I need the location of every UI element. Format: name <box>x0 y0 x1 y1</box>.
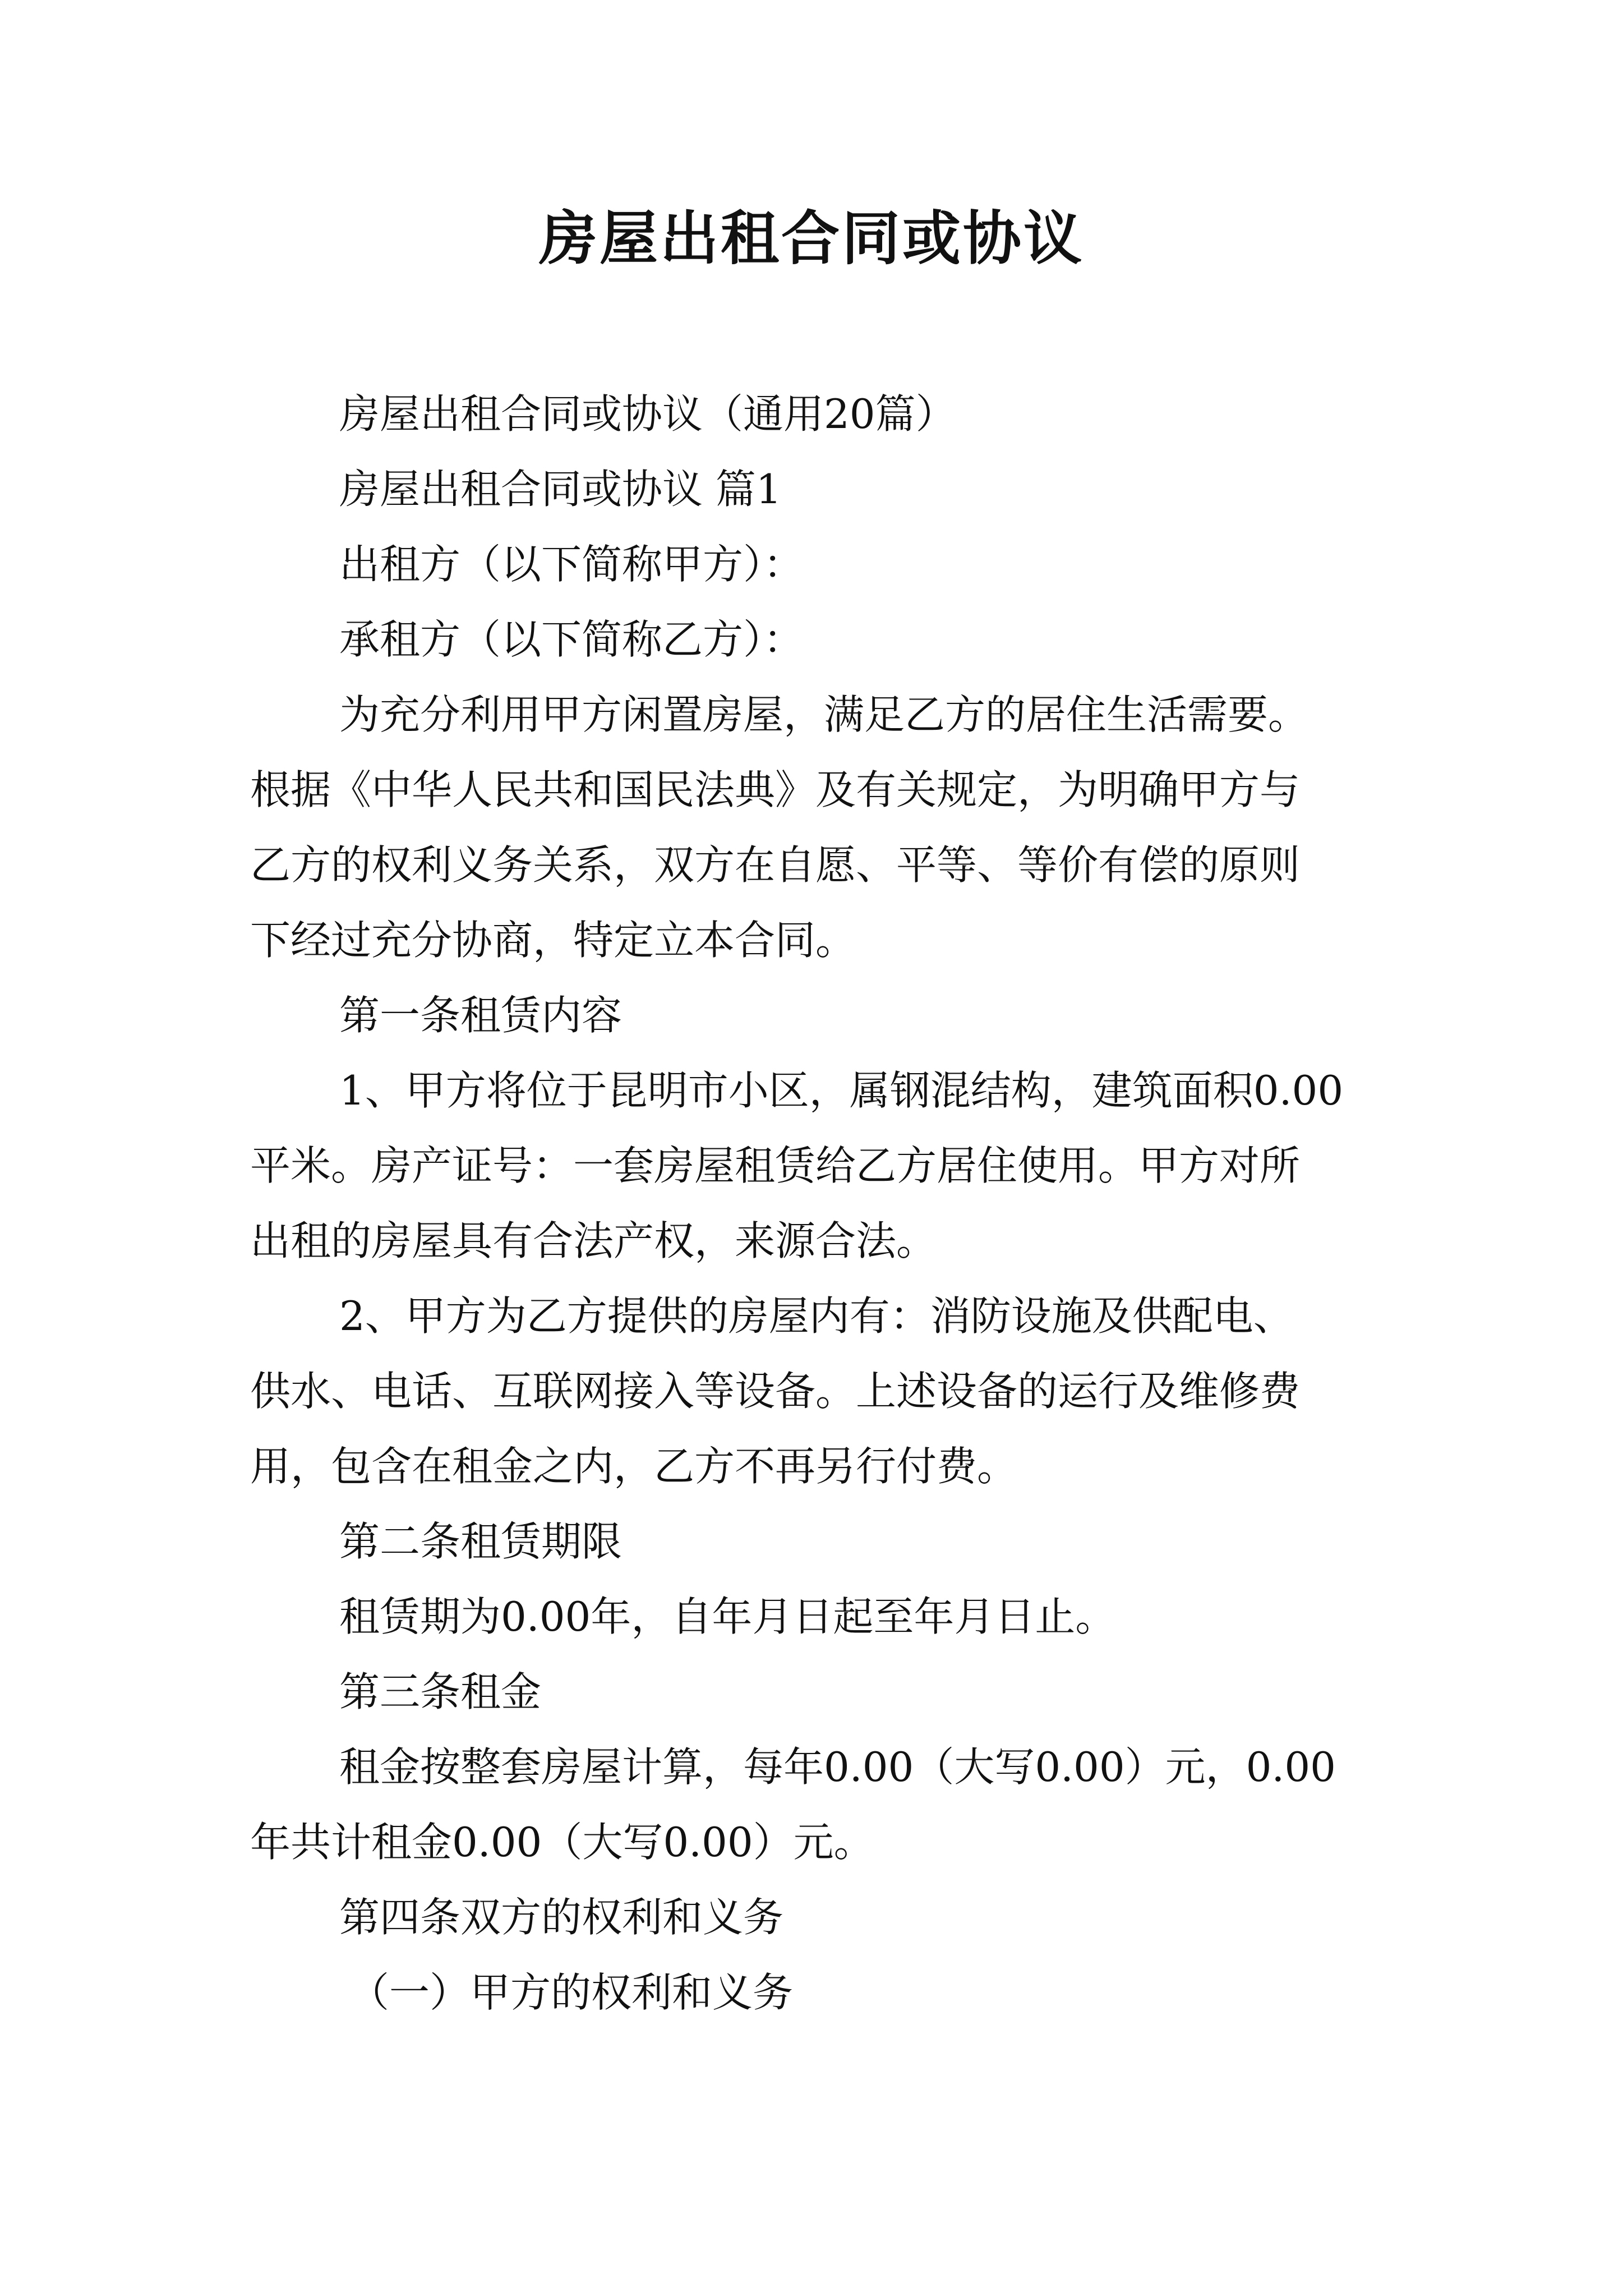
subtitle-line: 房屋出租合同或协议（通用20篇） <box>339 390 956 438</box>
paragraph-line: 根据《中华人民共和国民法典》及有关规定，为明确甲方与 <box>250 766 1301 813</box>
paragraph-line: 出租的房屋具有合法产权，来源合法。 <box>250 1217 937 1264</box>
subsection-heading: （一）甲方的权利和义务 <box>349 1969 794 2016</box>
lessee-line: 承租方（以下简称乙方）： <box>339 616 804 663</box>
lessor-line: 出租方（以下简称甲方）： <box>339 541 804 588</box>
paragraph-line: 年共计租金0.00（大写0.00）元。 <box>250 1819 874 1866</box>
paragraph-line: 租赁期为0.00年，自年月日起至年月日止。 <box>339 1593 1116 1640</box>
paragraph-line: 用，包含在租金之内，乙方不再另行付费。 <box>250 1443 1018 1490</box>
section-heading-line: 房屋出租合同或协议 篇1 <box>339 466 782 513</box>
article-heading: 第三条租金 <box>339 1668 542 1715</box>
paragraph-line: 2、甲方为乙方提供的房屋内有：消防设施及供配电、 <box>339 1292 1294 1340</box>
paragraph-line: 平米。房产证号：一套房屋租赁给乙方居住使用。甲方对所 <box>250 1142 1301 1189</box>
article-heading: 第四条双方的权利和义务 <box>339 1894 784 1941</box>
article-heading: 第一条租赁内容 <box>339 992 623 1039</box>
paragraph-line: 下经过充分协商，特定立本合同。 <box>250 917 856 964</box>
paragraph-line: 租金按整套房屋计算，每年0.00（大写0.00）元，0.00 <box>339 1743 1336 1791</box>
paragraph-line: 乙方的权利义务关系，双方在自愿、平等、等价有偿的原则 <box>250 841 1301 889</box>
article-heading: 第二条租赁期限 <box>339 1518 623 1565</box>
document-title: 房屋出租合同或协议 <box>538 204 1084 273</box>
paragraph-line: 1、甲方将位于昆明市小区，属钢混结构，建筑面积0.00 <box>339 1067 1344 1114</box>
paragraph-line: 为充分利用甲方闲置房屋，满足乙方的居住生活需要。 <box>339 691 1309 738</box>
paragraph-line: 供水、电话、互联网接入等设备。上述设备的运行及维修费 <box>250 1368 1301 1415</box>
